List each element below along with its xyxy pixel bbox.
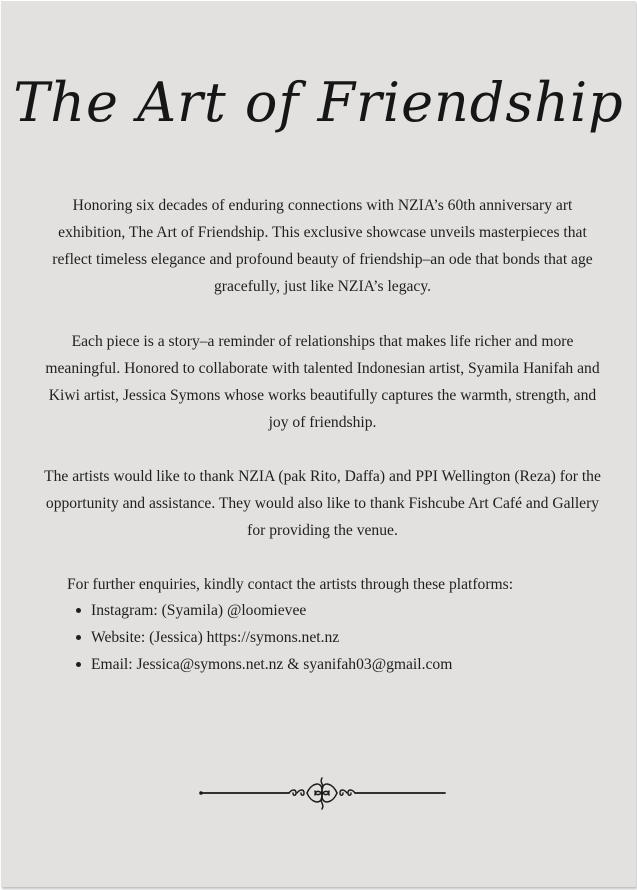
contact-item-website	[74, 624, 452, 651]
collaboration-paragraph: Each piece is a story–a reminder of relationships that makes life richer and more meaningful. Honored to collaborate with talented Indonesian artist, Syamila Hanifah and Kiwi artist, Jessica Symons whose works beautifully captures the warmth, strength, and joy of friendship.	[45, 333, 600, 431]
contact-intro: For further enquiries, kindly contact the artists through these platforms:	[67, 576, 514, 593]
bullet-icon	[76, 608, 81, 613]
acknowledgement-paragraph: The artists would like to thank NZIA (pak Rito, Daffa) and PPI Wellington (Reza) for the opportunity and assistance. They would also like to thank Fishcube Art Café and Gallery for providing the venue.	[44, 468, 601, 539]
intro-paragraph: Honoring six decades of enduring connections with NZIA’s 60th anniversary art exhibition, The Art of Friendship. This exclusive showcase unveils masterpieces that reflect timeless elegance and profound beauty of friendship–an ode that bonds that age gracefully, just like NZIA’s legacy.	[52, 197, 593, 295]
bullet-icon	[76, 635, 81, 640]
page	[1, 1, 636, 887]
contact-item-label: Email: Jessica@symons.net.nz & syanifah03@gmail.com	[91, 656, 453, 673]
bullet-icon	[76, 662, 81, 667]
contact-item-email	[74, 651, 452, 678]
flourish-divider-icon	[197, 775, 447, 811]
contact-item-instagram	[74, 597, 452, 624]
contact-item-label: Instagram: (Syamila) @loomievee	[91, 602, 307, 619]
contact-list	[74, 597, 452, 678]
contact-item-label: Website: (Jessica) https://symons.net.nz	[91, 629, 340, 646]
page-title: The Art of Friendship	[13, 71, 624, 134]
